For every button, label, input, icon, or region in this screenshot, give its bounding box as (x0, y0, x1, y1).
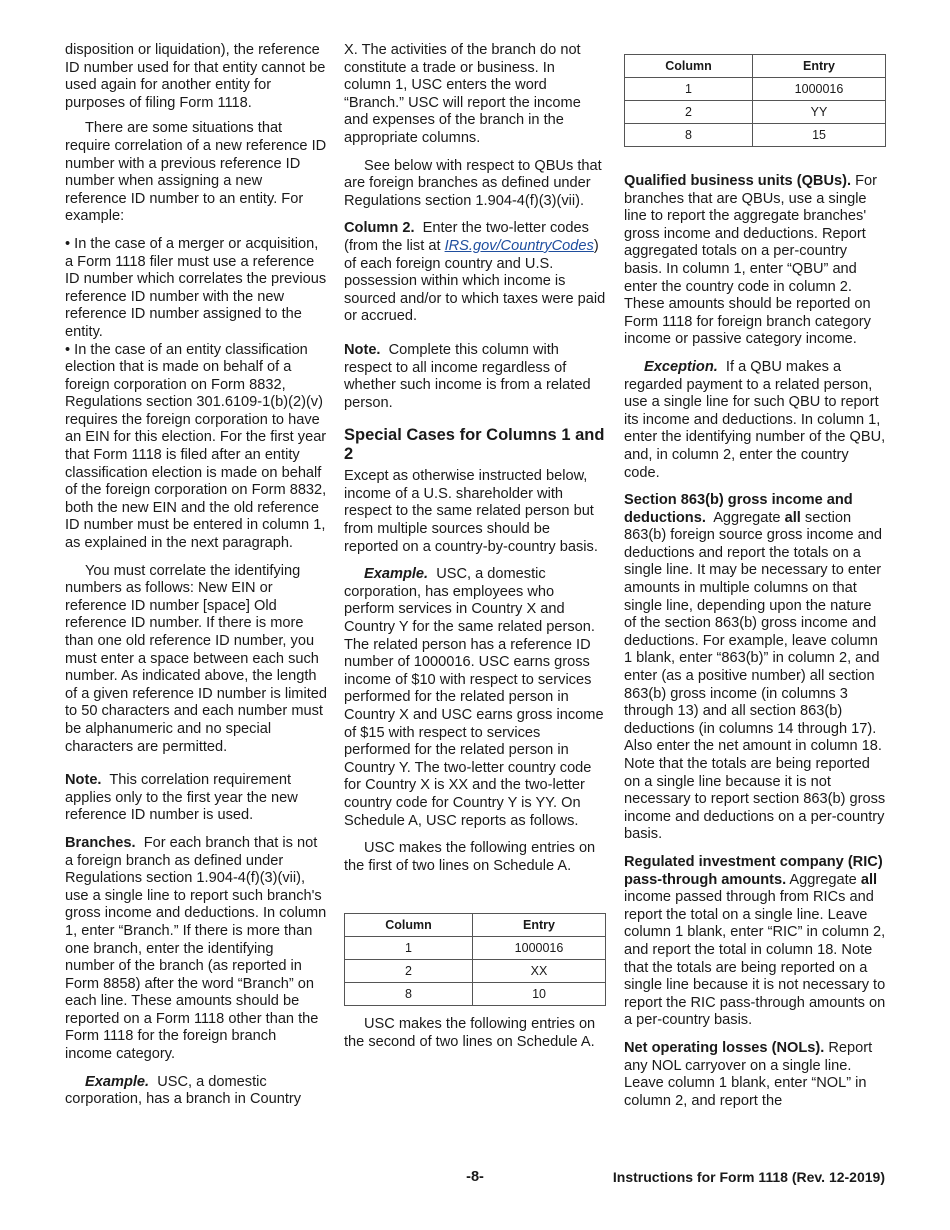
entries-table-second-line (624, 54, 886, 147)
country-codes-link[interactable]: IRS.gov/CountryCodes (444, 237, 594, 254)
column-right (624, 54, 886, 1120)
example-paragraph: Example. USC, a domestic corporation, has employees who perform services in Country X and Country Y for the same related person. The related person has a reference ID number of 1000016. USC earns gross income of $10 with respect to services performed for the related person in Country X and USC earns gross income of $15 with respect to services performed for the related person in Country Y. The two-letter country code for Country X is XX and the two-letter country code for Country Y is YY. On Schedule A, USC reports as follows. (344, 566, 604, 829)
branches-label: Branches. (65, 834, 136, 851)
ric-label: Regulated investment company (RIC) pass-through amounts. (624, 853, 883, 888)
table-row (345, 983, 606, 1006)
table-header: Column (345, 914, 473, 937)
table-cell: 1000016 (753, 78, 886, 101)
note-paragraph: Note. This correlation requirement applies only to the first year the new reference ID number is used. (65, 772, 298, 824)
paragraph: USC makes the following entries on the second of two lines on Schedule A. (344, 1016, 596, 1050)
qbu-label: Qualified business units (QBUs). (624, 173, 852, 189)
bullet-item: • In the case of an entity classification election that is made on behalf of a foreign corporation on Form 8832, Regulations section 301.6109-1(b)(2)(v) requires the foreign corporation to have an EIN for this election. For the first year that Form 1118 is filed after an entity classification election is made on behalf of the foreign corporation on Form 8832, both the new EIN and the old reference ID number must be entered in column 1, as explained in the next paragraph. (65, 341, 327, 552)
table-cell: 1000016 (473, 937, 606, 960)
table-cell: 2 (345, 960, 473, 983)
table-header: Entry (473, 914, 606, 937)
ric-paragraph: Regulated investment company (RIC) pass-through amounts. Aggregate all income passed through from RICs and report the total on a single line. Leave column 1 blank, enter “RIC” in column 2, and report the total in column 18. Note that the totals are being reported on a single line because it is not necessary to report the RIC pass-through amounts on a per-country basis. (624, 853, 886, 1029)
paragraph: disposition or liquidation), the reference ID number used for that entity cannot be used again for another entity for purposes of filing Form 1118. (65, 42, 326, 111)
paragraph: X. The activities of the branch do not constitute a trade or business. In column 1, USC enters the word “Branch.” USC will report the income and expenses of the branch in the appropriate columns. (344, 42, 581, 146)
nol-label: Net operating losses (NOLs). (624, 1039, 825, 1056)
table-cell: XX (473, 960, 606, 983)
table-cell: 10 (473, 983, 606, 1006)
table-cell: 8 (345, 983, 473, 1006)
note-paragraph: Note. Complete this column with respect to all income regardless of whether such income is from a related person. (344, 341, 591, 411)
exception-label: Exception. (644, 358, 718, 375)
column2-paragraph: Column 2. Enter the two-letter codes (from the list at IRS.gov/CountryCodes) of each foreign country and U.S. possession within which income is sourced and/or to which taxes were paid or accrued. (344, 220, 606, 325)
section-heading: Special Cases for Columns 1 and 2 (344, 426, 605, 464)
qbu-paragraph: Qualified business units (QBUs). For branches that are QBUs, use a single line to report the aggregate branches' gross income and deductions. Report aggregated totals on a per-country basis. In column 1, enter “QBU” and enter the country code in column 2. These amounts should be reported on Form 1118 for foreign branch category income or passive category income. (624, 173, 877, 348)
column-left (65, 42, 327, 1119)
table-cell: 15 (753, 124, 886, 147)
bullet-icon: • (65, 235, 75, 252)
document-title: Instructions for Form 1118 (Rev. 12-2019) (612, 1169, 885, 1185)
section-863b-label: Section 863(b) gross income and deductions. (624, 492, 853, 526)
table-cell: 2 (625, 101, 753, 124)
example-paragraph: Example. USC, a domestic corporation, has a branch in Country (65, 1073, 302, 1108)
table-row (625, 78, 886, 101)
table-header: Entry (753, 55, 886, 78)
section-863b-paragraph: Section 863(b) gross income and deductions. Aggregate all section 863(b) foreign source gross income and deductions and report the totals on a single line. It may be necessary to enter amounts in multiple columns on that single line, depending upon the nature of the section 863(b) gross income and deductions. For example, leave column 1 blank, enter “863(b)” in column 2, and enter (as a positive number) all section 863(b) gross income (in columns 3 through 13) and all section 863(b) deductions (in columns 14 through 17). Also enter the net amount in column 18. Note that the totals are being reported on a single line because it is not necessary to report section 863(b) gross income and deductions on a per-country basis. (624, 492, 886, 843)
note-label: Note. (65, 772, 102, 789)
table-cell: 8 (625, 124, 753, 147)
table-header: Column (625, 55, 753, 78)
nol-paragraph: Net operating losses (NOLs). Report any NOL carryover on a single line. Leave column 1 blank, enter “NOL” in column 2, and report the (624, 1039, 873, 1109)
paragraph: Except as otherwise instructed below, income of a U.S. shareholder with respect to the same related person but from multiple sources should be reported on a country-by-country basis. (344, 468, 598, 555)
table-cell: YY (753, 101, 886, 124)
paragraph: See below with respect to QBUs that are foreign branches as defined under Regulations section 1.904-4(f)(3)(vii). (344, 157, 602, 209)
table-row (625, 101, 886, 124)
bullet-icon: • (65, 341, 75, 358)
table-header-row (345, 914, 606, 937)
paragraph: There are some situations that require correlation of a new reference ID number with a previous reference ID number when assigning a new reference ID number to an entity. For example: (65, 120, 327, 225)
page-number: -8- (466, 1169, 484, 1185)
table-cell: 1 (345, 937, 473, 960)
exception-paragraph: Exception. If a QBU makes a regarded payment to a related person, use a single line for such QBU to report its income and deductions. In column 1, enter the identifying number of the QBU, and, in column 2, enter the country code. (624, 358, 886, 481)
example-label: Example. (85, 1073, 150, 1090)
table-row (625, 124, 886, 147)
branches-paragraph: Branches. For each branch that is not a foreign branch as defined under Regulations section 1.904-4(f)(3)(vii), use a single line to report such branch's gross income and deductions. In column 1, enter “Branch.” If there is more than one branch, enter the identifying number of the branch (as reported in Form 8858) after the word “Branch” on each line. These amounts should be reported on a Form 1118 other than the Form 1118 for the foreign branch income category. (65, 834, 327, 1063)
column2-label: Column 2. (344, 220, 415, 237)
paragraph: You must correlate the identifying numbers as follows: New EIN or reference ID number [space] Old reference ID number. If there is more than one old reference ID number, you must enter a space between each such number. As indicated above, the length of a given reference ID number is limited to 50 characters and each number must be alphanumeric and no special characters are permitted. (65, 562, 327, 755)
example-label: Example. (364, 566, 429, 583)
entries-table-first-line (344, 913, 606, 1006)
table-row (345, 960, 606, 983)
table-row (345, 937, 606, 960)
bullet-item: • In the case of a merger or acquisition, a Form 1118 filer must use a reference ID number which correlates the previous reference ID number with the new reference ID number assigned to the entity. (65, 235, 327, 340)
table-header-row (625, 55, 886, 78)
column-middle (344, 42, 606, 1062)
paragraph: USC makes the following entries on the first of two lines on Schedule A. (344, 840, 596, 874)
table-cell: 1 (625, 78, 753, 101)
note-label: Note. (344, 341, 381, 358)
